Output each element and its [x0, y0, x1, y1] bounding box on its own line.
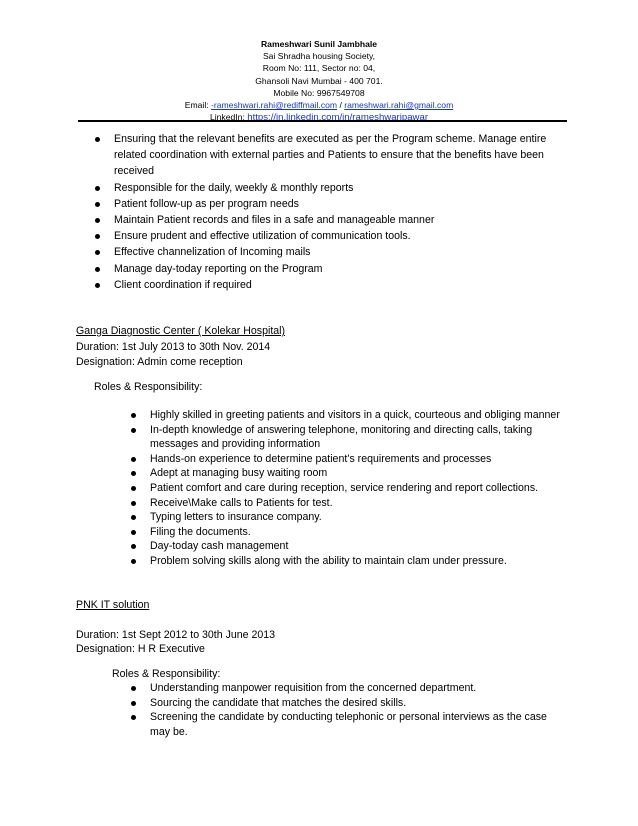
list-item: Adept at managing busy waiting room — [130, 466, 565, 481]
list-item: Responsible for the daily, weekly & monthly reports — [94, 180, 569, 196]
job1-designation: Designation: Admin come reception — [76, 356, 243, 368]
list-item: Understanding manpower requisition from the concerned department. — [130, 681, 550, 696]
email-link-gmail[interactable]: rameshwari.rahi@gmail.com — [344, 100, 454, 111]
list-item: Maintain Patient records and files in a safe and manageable manner — [94, 212, 569, 228]
list-item: Ensuring that the relevant benefits are executed as per the Program scheme. Manage entire related coordination with external parties and Patients to ensure that the benefits have been received — [94, 131, 569, 180]
job2-roles-heading: Roles & Responsibility: — [112, 668, 221, 680]
list-item: In-depth knowledge of answering telephone, monitoring and directing calls, taking messages and providing information — [130, 423, 565, 452]
address-line-2: Room No: 111, Sector no: 04, — [262, 63, 376, 74]
job2-roles-list — [130, 681, 550, 739]
list-item: Ensure prudent and effective utilization of communication tools. — [94, 228, 569, 244]
job2-company: PNK IT solution — [76, 599, 150, 611]
candidate-name: Rameshwari Sunil Jambhale — [260, 39, 378, 49]
job1-roles-list — [130, 408, 565, 569]
list-item: Patient comfort and care during reception, service rendering and report collections. — [130, 481, 565, 496]
job1-company: Ganga Diagnostic Center ( Kolekar Hospital) — [76, 325, 286, 337]
list-item: Typing letters to insurance company. — [130, 510, 565, 525]
linkedin-link[interactable]: https://in.linkedin.com/in/rameshwaripawar — [247, 112, 429, 124]
list-item: Day-today cash management — [130, 539, 565, 554]
responsibility-list — [94, 131, 569, 293]
address-line-3: Ghansoli Navi Mumbai - 400 701. — [255, 75, 383, 86]
list-item: Hands-on experience to determine patient’s requirements and processes — [130, 452, 565, 467]
list-item: Receive\Make calls to Patients for test. — [130, 496, 565, 511]
job2-duration: Duration: 1st Sept 2012 to 30th June 2013 — [76, 629, 276, 641]
mobile-number: Mobile No: 9967549708 — [273, 87, 365, 98]
email-label: Email: — [184, 100, 212, 111]
list-item: Sourcing the candidate that matches the desired skills. — [130, 696, 550, 711]
list-item: Screening the candidate by conducting telephonic or personal interviews as the case may be. — [130, 710, 550, 739]
header-divider — [78, 120, 567, 122]
list-item: Highly skilled in greeting patients and visitors in a quick, courteous and obliging manner — [130, 408, 565, 423]
email-link-rediff[interactable]: -rameshwari.rahi@rediffmail.com — [211, 100, 338, 111]
job1-roles-heading: Roles & Responsibility: — [94, 381, 203, 393]
resume-header — [0, 38, 638, 124]
list-item: Problem solving skills along with the ability to maintain clam under pressure. — [130, 554, 565, 569]
list-item: Client coordination if required — [94, 277, 569, 293]
list-item: Filing the documents. — [130, 525, 565, 540]
job1-duration: Duration: 1st July 2013 to 30th Nov. 2014 — [76, 341, 271, 353]
address-line-1: Sai Shradha housing Society, — [262, 51, 376, 62]
job2-designation: Designation: H R Executive — [76, 643, 205, 655]
list-item: Manage day-today reporting on the Program — [94, 261, 569, 277]
linkedin-label: LinkedIn: — [209, 112, 248, 123]
email-separator: / — [337, 100, 345, 111]
email-line — [0, 99, 638, 111]
list-item: Patient follow-up as per program needs — [94, 196, 569, 212]
linkedin-line — [0, 111, 638, 124]
list-item: Effective channelization of Incoming mails — [94, 244, 569, 260]
